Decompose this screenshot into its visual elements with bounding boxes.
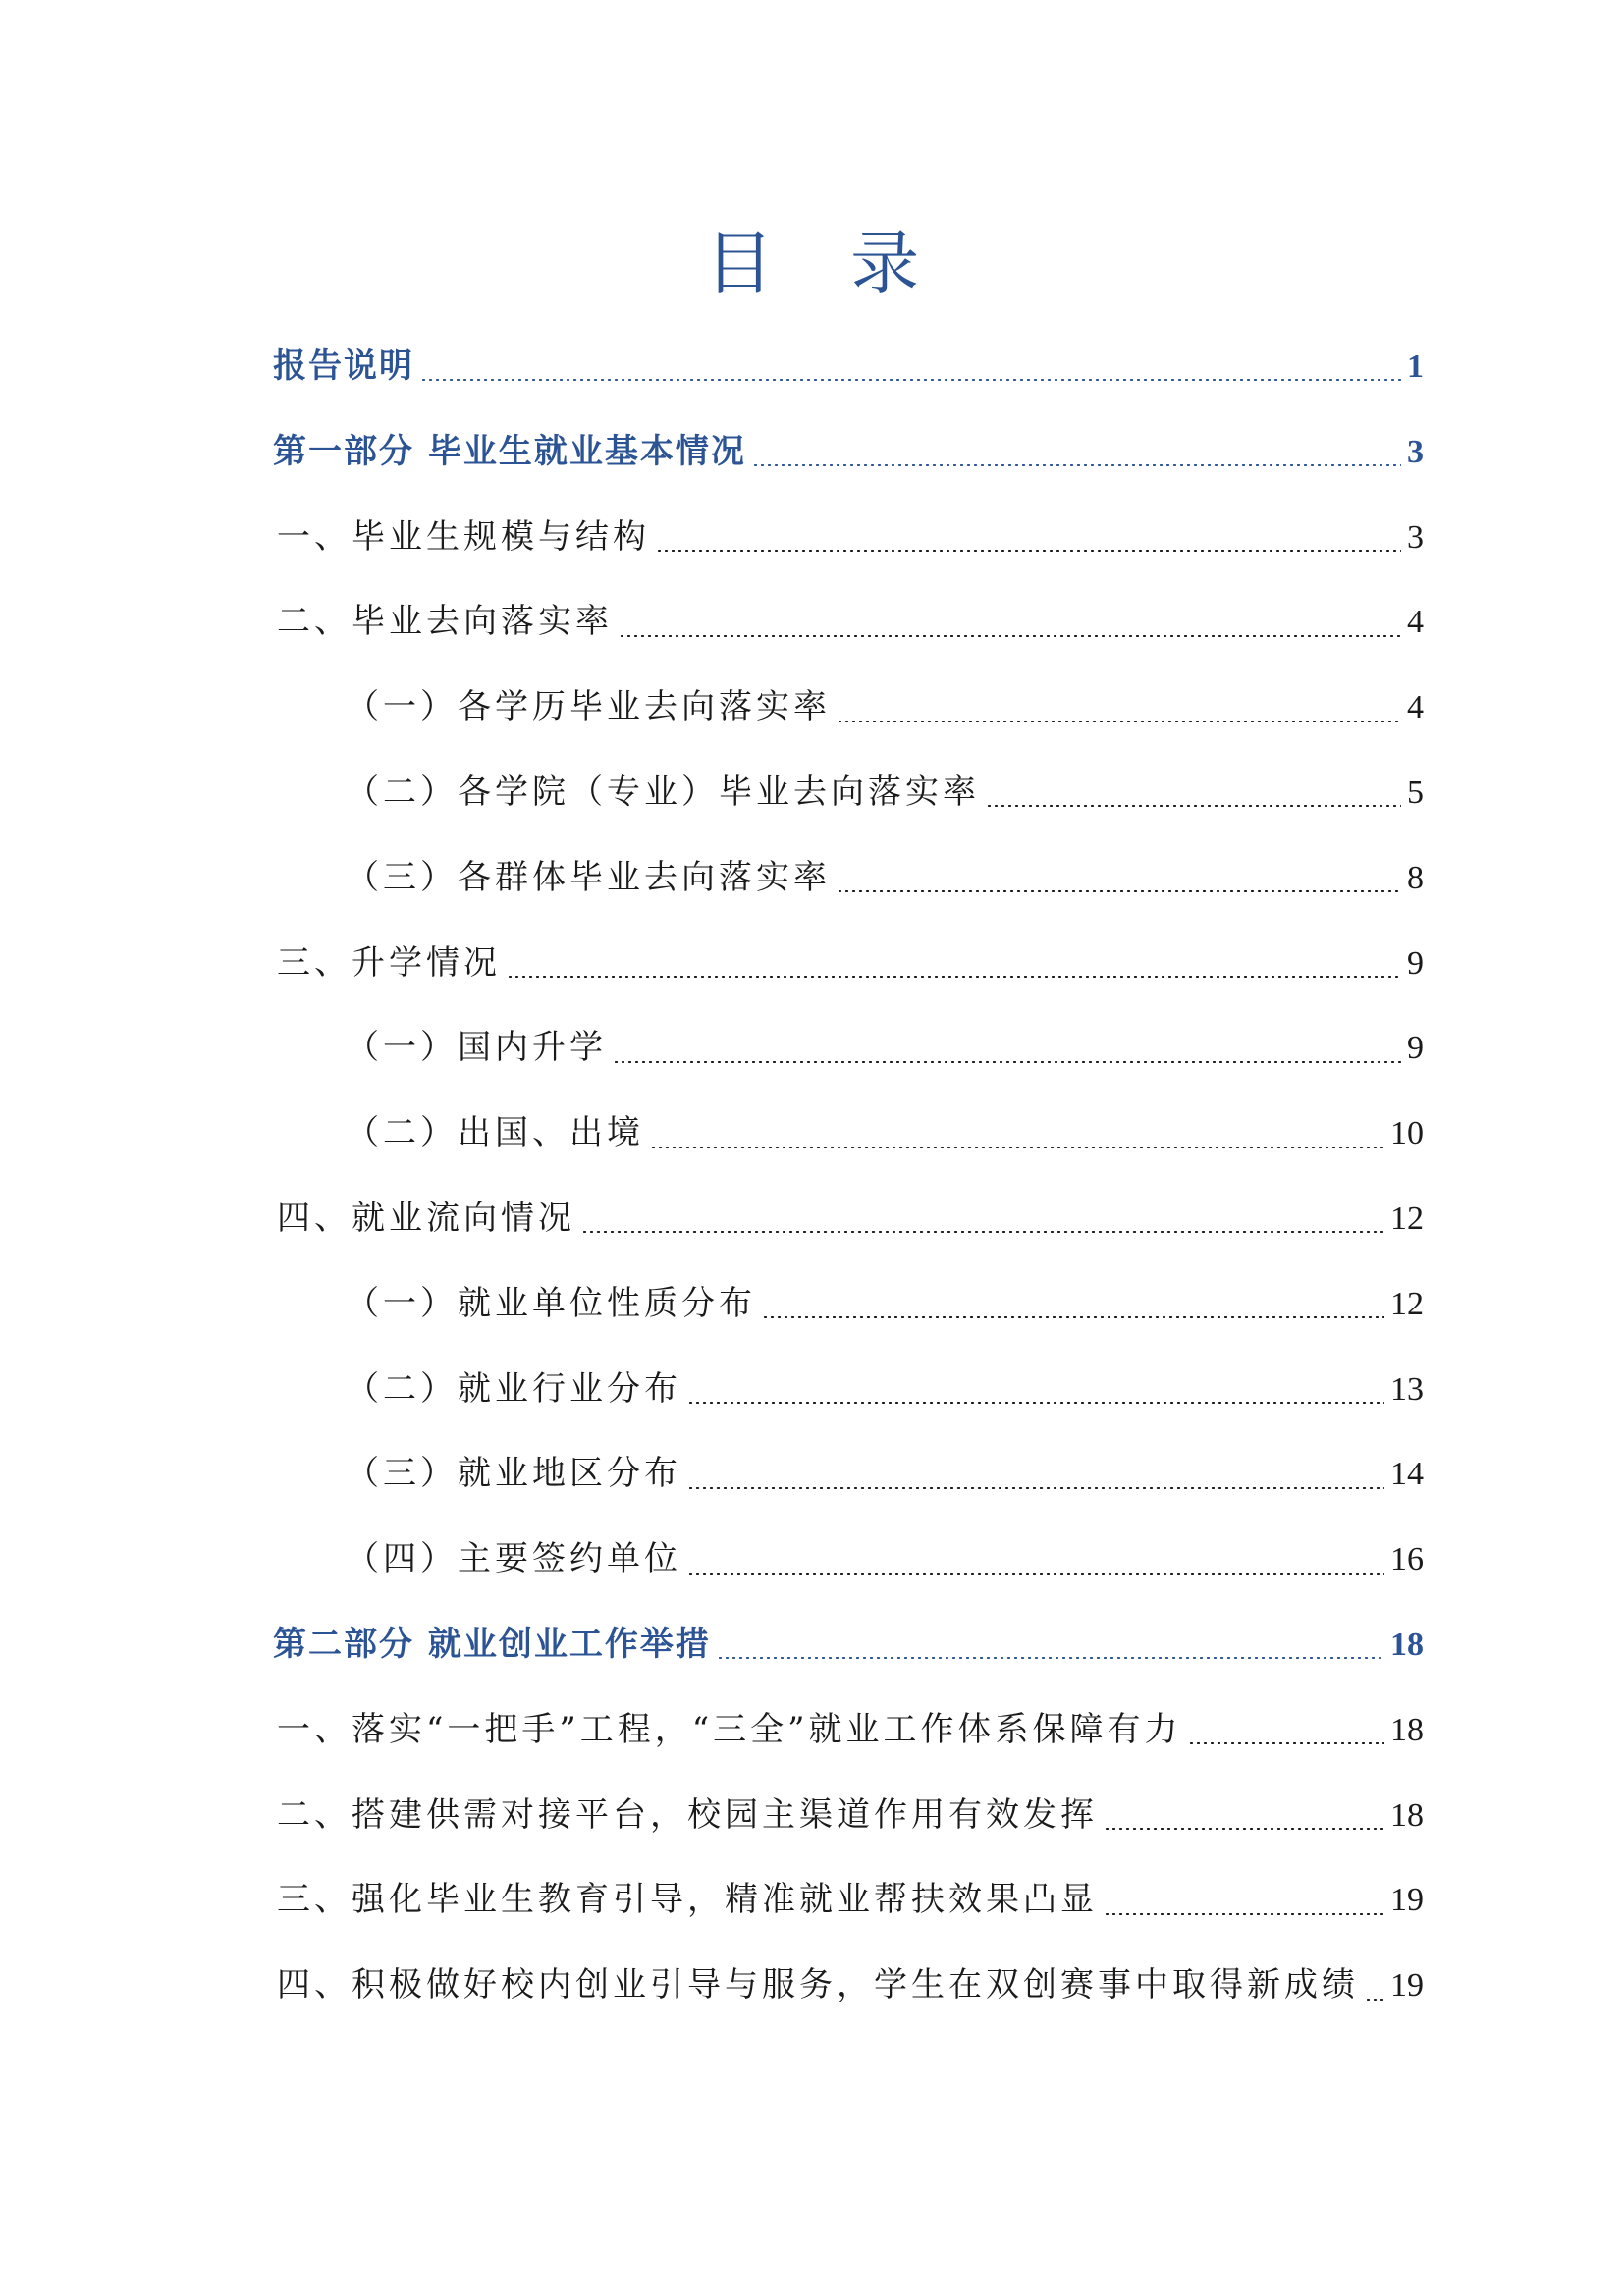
toc-entry[interactable] — [273, 1176, 1424, 1261]
toc-entry-page: 18 — [1390, 1626, 1424, 1663]
dot-leader — [613, 1061, 1401, 1063]
toc-entry[interactable] — [273, 1091, 1424, 1176]
toc-entry-page: 3 — [1407, 433, 1424, 470]
toc-entry-text: 四、积极做好校内创业引导与服务，学生在双创赛事中取得新成绩 — [277, 1965, 1359, 2005]
toc-entry-page: 19 — [1390, 1882, 1424, 1919]
toc-entry[interactable] — [273, 835, 1424, 921]
toc-entry-text: 二、搭建供需对接平台，校园主渠道作用有效发挥 — [277, 1794, 1098, 1835]
toc-entry[interactable] — [273, 1943, 1424, 2028]
toc-entry-text: 四、就业流向情况 — [277, 1198, 575, 1238]
toc-entry[interactable] — [273, 1687, 1424, 1773]
toc-entry-page: 9 — [1407, 944, 1424, 982]
toc-entry-text: （三）就业地区分布 — [346, 1454, 681, 1494]
toc-entry-page: 14 — [1390, 1456, 1424, 1493]
toc-entry-text: 三、升学情况 — [277, 942, 501, 983]
toc-entry[interactable] — [273, 1517, 1424, 1602]
toc-entry[interactable] — [273, 921, 1424, 1006]
toc-entry-text: 第二部分 就业创业工作举措 — [273, 1624, 711, 1664]
dot-leader — [1104, 1913, 1384, 1915]
dot-leader — [1104, 1828, 1384, 1830]
toc-entry[interactable] — [273, 1347, 1424, 1432]
toc-entry[interactable] — [273, 1602, 1424, 1687]
toc-entry-page: 18 — [1390, 1711, 1424, 1748]
dot-leader — [1188, 1742, 1384, 1744]
toc-entry-page: 19 — [1390, 1967, 1424, 2004]
dot-leader — [717, 1657, 1384, 1659]
toc-entry-page: 12 — [1390, 1200, 1424, 1237]
toc-entry-page: 12 — [1390, 1285, 1424, 1322]
dot-leader — [656, 550, 1401, 552]
dot-leader — [619, 635, 1401, 637]
dot-leader — [687, 1487, 1384, 1489]
toc-entry-text: （二）各学院（专业）毕业去向落实率 — [346, 772, 980, 812]
dot-leader — [420, 379, 1401, 381]
toc-entry-page: 16 — [1390, 1541, 1424, 1578]
toc-entry[interactable] — [273, 1261, 1424, 1347]
toc-entry[interactable] — [273, 1431, 1424, 1517]
toc-entry-text: （一）各学历毕业去向落实率 — [346, 687, 831, 727]
dot-leader — [762, 1316, 1384, 1318]
toc-entry-text: （一）就业单位性质分布 — [346, 1283, 756, 1323]
toc-entry[interactable] — [273, 579, 1424, 665]
toc-entry-text: 一、落实“一把手”工程，“三全”就业工作体系保障有力 — [277, 1709, 1182, 1749]
toc-entry-text: 第一部分 毕业生就业基本情况 — [273, 431, 746, 471]
toc-entry-text: 二、毕业去向落实率 — [277, 602, 613, 642]
toc-entry-page: 13 — [1390, 1370, 1424, 1408]
toc-entry-page: 3 — [1407, 518, 1424, 556]
toc-list — [273, 324, 1424, 2028]
toc-entry[interactable] — [273, 409, 1424, 495]
toc-entry[interactable] — [273, 324, 1424, 409]
dot-leader — [687, 1402, 1384, 1404]
toc-entry-page: 4 — [1407, 604, 1424, 641]
toc-entry-text: 一、毕业生规模与结构 — [277, 516, 650, 557]
dot-leader — [986, 805, 1401, 807]
toc-entry-text: （二）就业行业分布 — [346, 1368, 681, 1409]
toc-entry-page: 9 — [1407, 1030, 1424, 1067]
toc-entry-text: （四）主要签约单位 — [346, 1539, 681, 1579]
toc-entry[interactable] — [273, 750, 1424, 835]
toc-entry[interactable] — [273, 1857, 1424, 1943]
dot-leader — [752, 464, 1401, 466]
toc-entry[interactable] — [273, 665, 1424, 750]
toc-entry-text: 报告说明 — [273, 347, 414, 386]
toc-entry-page: 1 — [1407, 348, 1424, 385]
toc-entry-page: 8 — [1407, 859, 1424, 896]
toc-entry-text: 三、强化毕业生教育引导，精准就业帮扶效果凸显 — [277, 1880, 1098, 1920]
toc-entry[interactable] — [273, 1773, 1424, 1858]
dot-leader — [650, 1147, 1384, 1148]
toc-entry[interactable] — [273, 495, 1424, 580]
toc-entry-text: （一）国内升学 — [346, 1028, 607, 1068]
toc-entry-page: 10 — [1390, 1115, 1424, 1152]
page-title: 目 录 — [704, 223, 947, 303]
toc-entry-page: 5 — [1407, 774, 1424, 811]
dot-leader — [581, 1231, 1384, 1233]
toc-entry-text: （三）各群体毕业去向落实率 — [346, 857, 831, 897]
toc-entry-page: 18 — [1390, 1796, 1424, 1834]
toc-entry-text: （二）出国、出境 — [346, 1113, 644, 1153]
dot-leader — [1365, 1999, 1384, 2001]
dot-leader — [687, 1573, 1384, 1575]
dot-leader — [837, 890, 1401, 892]
dot-leader — [507, 976, 1401, 978]
toc-entry[interactable] — [273, 1005, 1424, 1091]
toc-entry-page: 4 — [1407, 689, 1424, 726]
dot-leader — [837, 721, 1401, 722]
